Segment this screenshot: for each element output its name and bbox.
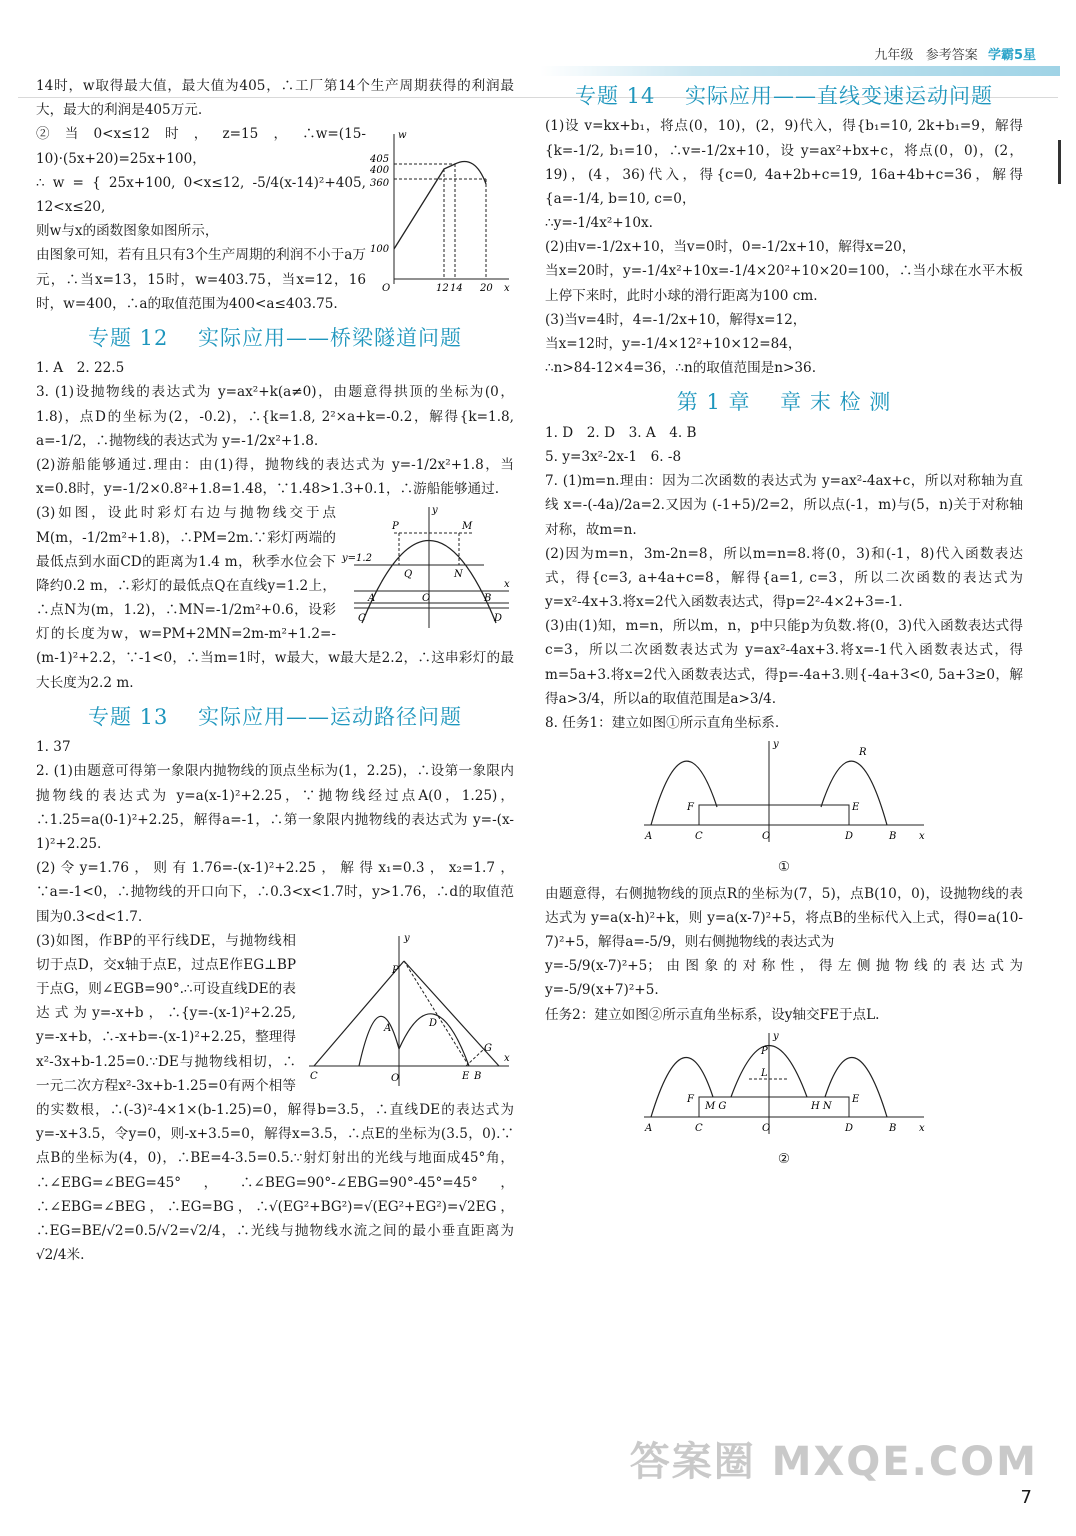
- svg-text:O: O: [762, 831, 771, 843]
- svg-text:O: O: [762, 1122, 771, 1134]
- paragraph: (3)当v=4时，4=-1/2x+10，解得x=12，: [545, 311, 807, 328]
- paragraph: (2)因为m=n，3m-2n=8，所以m=n=8.将(0，3)和(-1，8)代入函数表达式，得{c=3, a+4a+c=8，解得{a=1, c=3，所以二次函数的表达式为 y=x²-4x+3.将x=2代入函数表达式，得p=2²-4×2+3=-1.: [545, 545, 1023, 611]
- svg-text:Q: Q: [404, 569, 413, 581]
- paragraph: (3)由(1)知，m=n，所以m，n，p中只能p为负数.将(0，3)代入函数表达式得c=3，所以二次函数表达式为 y=ax²-4ax+3.将x=-1代入函数表达式，得m=5a+3.将x=2代入函数表达式，得p=-4a+3.则{-4a+3<0, 5a+3≥0，解得a>3/4，所以a的取值范围是a>3/4.: [545, 618, 1023, 707]
- paragraph: 7. (1)m=n.理由：因为二次函数的表达式为 y=ax²-4ax+c，所以对称轴为直线 x=-(-4a)/2a=2.又因为 (-1+5)/2=2，所以点(-1，m)与(5，n)关于对称轴对称，故m=n.: [545, 473, 1023, 538]
- page-number: 7: [1020, 1486, 1032, 1508]
- svg-text:x: x: [504, 1052, 510, 1064]
- paragraph: y=-5/9(x-7)²+5；由图象的对称性，得左侧抛物线的表达式为 y=-5/9(x+7)²+5.: [545, 958, 1023, 999]
- margin-mark: [1058, 140, 1061, 184]
- paragraph: (2)游船能够通过.理由：由(1)得，抛物线的表达式为 y=-1/2x²+1.8，当x=0.8时，y=-1/2×0.8²+1.8=1.48，∵1.48>1.3+0.1，∴游船能够通过.: [36, 456, 514, 498]
- paragraph: 1. D 2. D 3. A 4. B: [545, 424, 697, 441]
- svg-text:B: B: [484, 593, 492, 605]
- header-section: 参考答案: [925, 48, 978, 63]
- svg-text:L: L: [761, 1067, 768, 1079]
- paragraph: ∴y=-1/4x²+10x.: [545, 215, 653, 232]
- svg-text:F: F: [687, 802, 694, 814]
- figure-2-caption: ②: [777, 1150, 791, 1167]
- svg-text:P: P: [392, 521, 399, 533]
- paragraph: (2)由v=-1/2x+10，当v=0时，0=-1/2x+10，解得x=20，: [545, 239, 916, 256]
- paragraph: 由图象可知，若有且只有3个生产周期的利润不小于a万元，∴当x=13，15时，w=403.75，当x=12，16时，w=400，∴a的取值范围为400<a≤403.75.: [36, 247, 366, 312]
- axis-label: w: [398, 130, 407, 142]
- svg-text:E: E: [462, 1070, 470, 1082]
- svg-text:H N: H N: [811, 1100, 832, 1112]
- figure-1-caption: ①: [777, 859, 791, 876]
- paragraph: ②当0<x≤12时，z=15，∴w=(15-10)·(5x+20)=25x+100，: [36, 126, 366, 167]
- svg-text:A: A: [368, 593, 376, 605]
- tick-label: 100: [370, 244, 390, 256]
- axis-label: x: [504, 283, 510, 295]
- paragraph: (2)令y=1.76，则有1.76=-(x-1)²+2.25，解得x₁=0.3，x₂=1.7，∵a=-1<0，∴抛物线的开口向下，∴0.3<x<1.7时，y>1.76，∴d的取值范围为0.3<d<1.7.: [36, 860, 514, 925]
- paragraph: 8. 任务1：建立如图①所示直角坐标系.: [545, 715, 780, 731]
- svg-text:E: E: [852, 802, 860, 814]
- svg-text:B: B: [889, 1122, 897, 1134]
- svg-text:D: D: [845, 831, 854, 843]
- section-title-13: 专题 13 实际应用——运动路径问题: [87, 704, 463, 729]
- paragraph: 2. (1)由题意可得第一象限内抛物线的顶点坐标为(1，2.25)，∴设第一象限内抛物线的表达式为 y=a(x-1)²+2.25，∵抛物线经过点A(0，1.25)，∴1.25=a(0-1)²+2.25，解得a=-1，∴第一象限内抛物线的表达式为 y=-(x-1)²+2.25.: [36, 763, 514, 852]
- svg-text:C: C: [358, 613, 366, 625]
- svg-text:x: x: [504, 579, 510, 591]
- graph-w-x: [370, 124, 514, 295]
- svg-text:P: P: [761, 1045, 768, 1057]
- tick-label: 12: [436, 283, 449, 295]
- figure-1: [545, 737, 1023, 879]
- paragraph: 5. y=3x²-2x-1 6. -8: [545, 448, 682, 465]
- tick-label: 400: [370, 165, 390, 177]
- header-grade: 九年级: [874, 48, 914, 63]
- svg-text:C: C: [695, 1122, 703, 1134]
- chapter-test-title: 第 1 章 章 末 检 测: [676, 390, 892, 415]
- paragraph: (1)设 v=kx+b₁，将点(0，10)，(2，9)代入，得{b₁=10, 2k+b₁=9，解得{k=-1/2, b₁=10，∴v=-1/2x+10，设 y=ax²+bx+c，将点(0，0)，(2，19)，(4，36)代入，得{c=0, 4a+2b+c=19, 16a+4b+c=36，解得{a=-1/4, b=10, c=0，: [545, 118, 1023, 207]
- brand-logo: 学霸5星: [987, 48, 1036, 63]
- svg-text:C: C: [310, 1070, 318, 1082]
- origin-label: O: [382, 283, 391, 295]
- paragraph: 3. (1)设抛物线的表达式为 y=ax²+k(a≠0)，由题意得拱顶的坐标为(0，1.8)，点D的坐标为(2，-0.2)，∴{k=1.8, 2²×a+k=-0.2，解得{k=1.8, a=-1/2，∴抛物线的表达式为 y=-1/2x²+1.8.: [36, 384, 514, 449]
- svg-text:P: P: [392, 964, 399, 976]
- svg-text:x: x: [919, 1122, 925, 1134]
- paragraph: 由题意得，右侧抛物线的顶点R的坐标为(7，5)，点B(10，0)，设抛物线的表达式为 y=a(x-h)²+k，则 y=a(x-7)²+5，将点B的坐标代入上式，得0=a(10-7)²+5，解得a=-5/9，则右侧抛物线的表达式为: [545, 885, 1023, 950]
- svg-text:x: x: [919, 831, 925, 843]
- svg-text:D: D: [845, 1122, 854, 1134]
- graph-bridge: [344, 503, 514, 633]
- svg-text:B: B: [474, 1070, 482, 1082]
- paragraph: (3)如图，设此时彩灯右边与抛物线交于点M(m，-1/2m²+1.8)，∴PM=2m.∵彩灯两端的最低点到水面CD的距离为1.4 m，秋季水位会下降约0.2 m，∴彩灯的最低点Q在直线y=1.2上，∴点N为(m，1.2)，∴MN=-1/2m²+0.6，设彩灯的长度为w，w=PM+2MN=2m-m²+1.2=-(m-1)²+2.2，∵-1<0，∴当m=1时，w最大，w最大是2.2，∴这串彩灯的最大长度为2.2 m.: [36, 505, 514, 691]
- svg-text:G: G: [484, 1042, 492, 1054]
- right-column: [545, 74, 1023, 1173]
- tick-label: 14: [450, 283, 463, 295]
- svg-text:y: y: [404, 932, 410, 944]
- svg-text:A: A: [645, 1122, 653, 1134]
- paragraph: ∴n>84-12×4=36，∴n的取值范围是n>36.: [545, 360, 817, 377]
- svg-text:y: y: [773, 1030, 779, 1042]
- paragraph: 当x=12时，y=-1/4×12²+10×12=84，: [545, 336, 802, 353]
- svg-text:y: y: [432, 505, 438, 517]
- figure-2: [545, 1029, 1023, 1171]
- svg-text:y: y: [773, 739, 779, 751]
- svg-text:M: M: [462, 521, 473, 533]
- section-title-12: 专题 12 实际应用——桥梁隧道问题: [87, 325, 463, 350]
- svg-text:N: N: [454, 569, 463, 581]
- svg-text:D: D: [494, 613, 503, 625]
- svg-text:D: D: [429, 1017, 438, 1029]
- tick-label: 20: [480, 283, 493, 295]
- paragraph: 1. A 2. 22.5: [36, 360, 125, 377]
- svg-text:y=1.2: y=1.2: [342, 553, 372, 565]
- svg-text:O: O: [422, 593, 431, 605]
- paragraph: 当x=20时，y=-1/4x²+10x=-1/4×20²+10×20=100，∴当小球在水平木板上停下来时，此时小球的滑行距离为100 cm.: [545, 263, 1023, 304]
- page-header: [874, 44, 1036, 67]
- paragraph: ∴ w = { 25x+100, 0<x≤12, -5/4(x-14)²+405, 12<x≤20,: [36, 174, 366, 215]
- paragraph: 任务2：建立如图②所示直角坐标系，设y轴交FE于点L.: [545, 1006, 880, 1023]
- paragraph: 14时，w取得最大值，最大值为405，∴工厂第14个生产周期获得的利润最大，最大的利润是405万元.: [36, 78, 514, 119]
- paragraph: 则w与x的函数图象如图所示，: [36, 223, 219, 240]
- paragraph: (3)如图，作BP的平行线DE，与抛物线相切于点D，交x轴于点E，过点E作EG⊥BP于点G，则∠EGB=90°.∴可设直线DE的表达式为y=-x+b，∴{y=-(x-1)²+2.25, y=-x+b，∴-x+b=-(x-1)²+2.25，整理得x²-3x+b-1.25=0.∵DE与抛物线相切，∴一元二次方程x²-3x+b-1.25=0有两个相等的实数根，∴(-3)²-4×1×(b-1.25)=0，解得b=3.5，∴直线DE的表达式为y=-x+3.5，令y=0，则-x+3.5=0，解得x=3.5，∴点E的坐标为(3.5，0).∵点B的坐标为(4，0)，∴BE=4-3.5=0.5.∵射灯射出的光线与地面成45°角，∴∠EBG=∠BEG=45°，∴∠BEG=90°-∠EBG=90°-45°=45°，∴∠EBG=∠BEG，∴EG=BG，∴√(EG²+BG²)=√(EG²+EG²)=√2EG，∴EG=BE/√2=0.5/√2=√2/4，∴光线与抛物线水流之间的最小垂直距离为√2/4米.: [36, 932, 514, 1264]
- svg-text:B: B: [889, 831, 897, 843]
- left-column: [36, 74, 514, 1267]
- section-title-14: 专题 14 实际应用——直线变速运动问题: [574, 84, 994, 108]
- graph-spray: [304, 931, 514, 1091]
- tick-label: 405: [370, 154, 390, 166]
- svg-text:O: O: [391, 1072, 400, 1084]
- svg-text:A: A: [645, 831, 653, 843]
- svg-text:E: E: [852, 1093, 860, 1105]
- tick-label: 360: [370, 178, 390, 190]
- svg-text:F: F: [687, 1093, 694, 1105]
- svg-text:C: C: [695, 831, 703, 843]
- watermark: 答案圈 MXQE.COM: [629, 1438, 1038, 1485]
- svg-text:A: A: [384, 1022, 392, 1034]
- svg-text:R: R: [859, 747, 867, 759]
- svg-text:M G: M G: [705, 1100, 727, 1112]
- paragraph: 1. 37: [36, 739, 71, 756]
